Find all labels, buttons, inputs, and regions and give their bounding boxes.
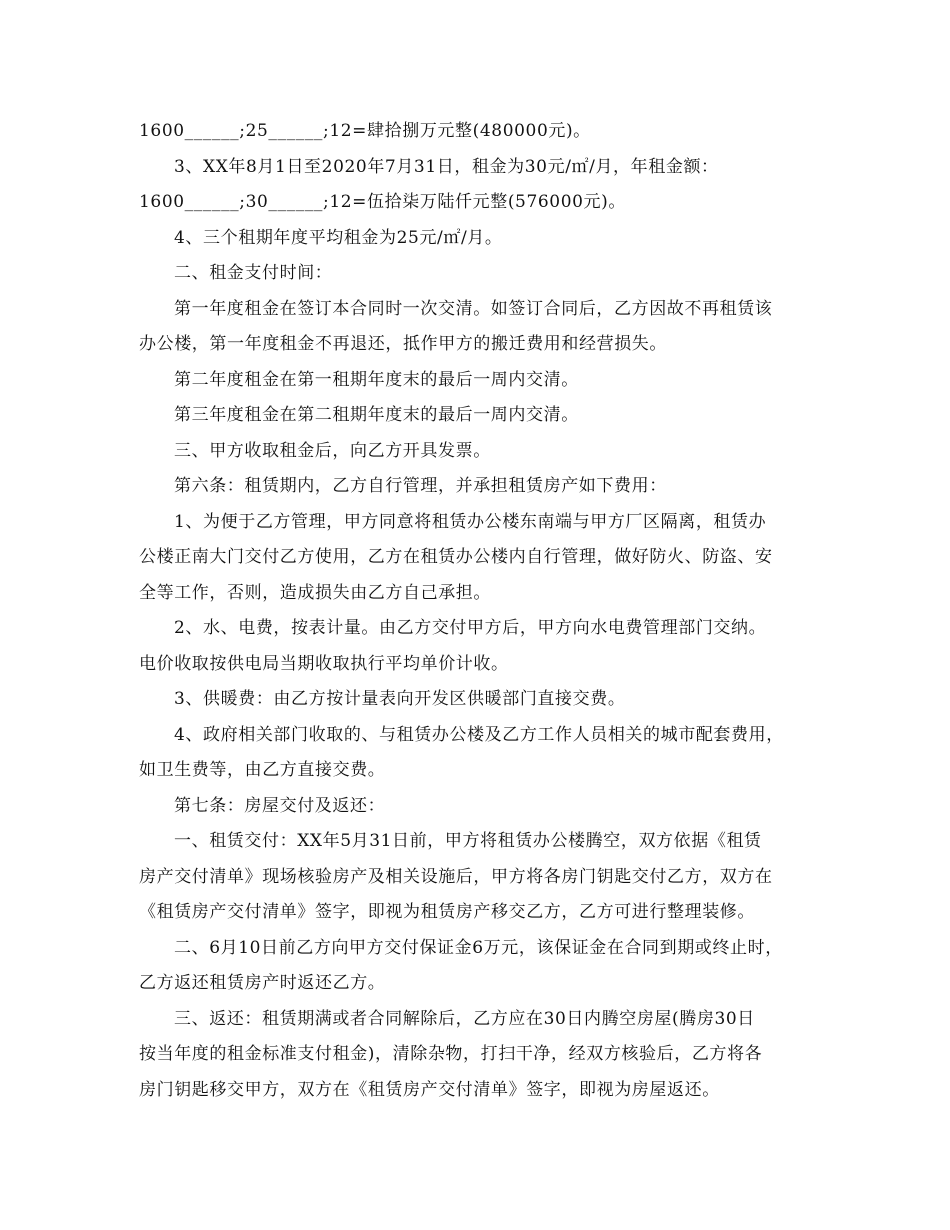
text-line: 第七条：房屋交付及返还： <box>174 795 386 816</box>
text-line: 办公楼，第一年度租金不再退还，抵作甲方的搬迁费用和经营损失。 <box>139 334 667 354</box>
text-line: 房产交付清单》现场核验房产及相关设施后，甲方将各房门钥匙交付乙方，双方在 <box>139 866 773 887</box>
text-line: 2、水、电费，按表计量。由乙方交付甲方后，甲方向水电费管理部门交纳。 <box>174 618 767 638</box>
text-line: 公楼正南大门交付乙方使用，乙方在租赁办公楼内自行管理，做好防火、防盗、安 <box>139 547 773 567</box>
text-line: 房门钥匙移交甲方，双方在《租赁房产交付清单》签字，即视为房屋返还。 <box>139 1079 720 1100</box>
text-line: 第六条：租赁期内，乙方自行管理，并承担租赁房产如下费用： <box>174 476 667 496</box>
text-line: 三、返还：租赁期满或者合同解除后，乙方应在30日内腾空房屋(腾房30日 <box>174 1008 755 1029</box>
text-line: 《租赁房产交付清单》签字，即视为租赁房产移交乙方，乙方可进行整理装修。 <box>139 902 755 922</box>
text-line: 第一年度租金在签订本合同时一次交清。如签订合同后，乙方因故不再租赁该 <box>174 298 773 319</box>
text-line: 二、租金支付时间： <box>174 263 333 283</box>
text-line: 4、政府相关部门收取的、与租赁办公楼及乙方工作人员相关的城市配套费用， <box>174 724 784 745</box>
text-line: 3、供暖费：由乙方按计量表向开发区供暖部门直接交费。 <box>174 689 626 709</box>
document-body <box>139 114 814 1108</box>
text-line: 4、三个租期年度平均租金为25元/㎡/月。 <box>174 227 503 248</box>
text-line: 乙方返还租赁房产时返还乙方。 <box>139 973 386 993</box>
text-line: 三、甲方收取租金后，向乙方开具发票。 <box>174 440 491 461</box>
text-line: 一、租赁交付：XX年5月31日前，甲方将租赁办公楼腾空，双方依据《租赁 <box>174 831 762 851</box>
text-line: 如卫生费等，由乙方直接交费。 <box>139 760 386 780</box>
text-line: 全等工作，否则，造成损失由乙方自己承担。 <box>139 582 491 603</box>
text-line: 第三年度租金在第二租期年度末的最后一周内交清。 <box>174 405 579 425</box>
text-line: 3、XX年8月1日至2020年7月31日，租金为30元/㎡/月，年租金额： <box>174 156 719 177</box>
text-line: 二、6月10日前乙方向甲方交付保证金6万元，该保证金在合同到期或终止时， <box>174 937 783 958</box>
text-line: 1、为便于乙方管理，甲方同意将租赁办公楼东南端与甲方厂区隔离，租赁办 <box>174 511 767 532</box>
text-line: 1600______;30______;12=伍拾柒万陆仟元整(576000元)。 <box>139 192 626 212</box>
text-line: 按当年度的租金标准支付租金)，清除杂物，打扫干净，经双方核验后，乙方将各 <box>139 1044 763 1064</box>
text-line: 第二年度租金在第一租期年度末的最后一周内交清。 <box>174 369 579 390</box>
text-line: 1600______;25______;12=肆拾捌万元整(480000元)。 <box>139 121 591 141</box>
text-line: 电价收取按供电局当期收取执行平均单价计收。 <box>139 653 509 674</box>
